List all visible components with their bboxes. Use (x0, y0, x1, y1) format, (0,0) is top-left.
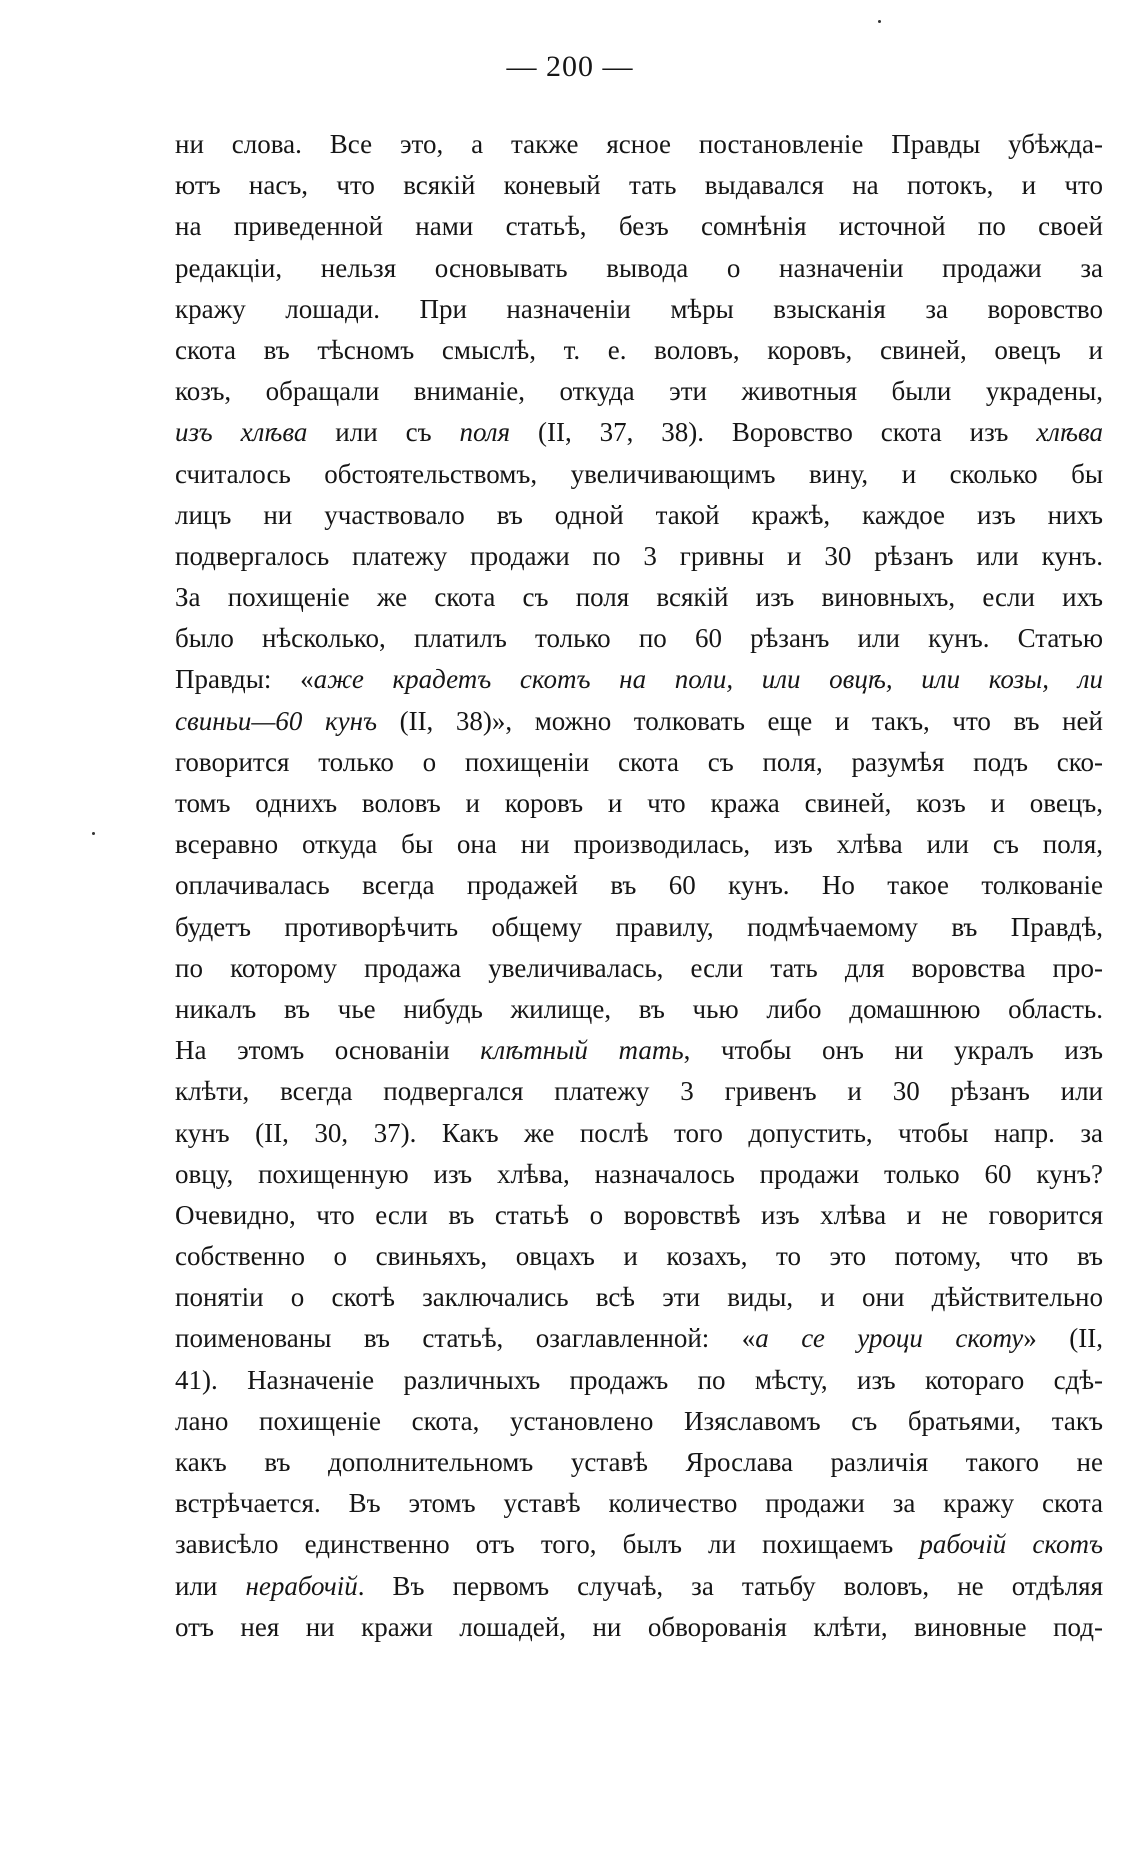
text-run: какъ въ дополнительномъ уставѣ Ярослава различія такого не (175, 1447, 1103, 1477)
text-line (175, 1607, 1103, 1648)
text-run: редакціи, нельзя основывать вывода о назначеніи продажи за (175, 252, 1103, 283)
text-run: понятіи о скотѣ заключались всѣ эти виды, и они дѣйствительно (175, 1282, 1103, 1313)
text-run: встрѣчается. Въ этомъ уставѣ количество продажи за кражу скота (175, 1488, 1103, 1519)
text-line (175, 1524, 1103, 1565)
text-run: Правды: « (175, 664, 314, 695)
text-run: овцу, похищенную изъ хлѣва, назначалось продажи только 60 кунъ? (175, 1158, 1103, 1189)
text-run: никалъ въ чье нибудь жилище, въ чью либо домашнюю область. (175, 993, 1103, 1024)
text-line (175, 289, 1103, 330)
text-line (175, 907, 1103, 948)
text-line (175, 206, 1103, 247)
text-run: кражу лошади. При назначеніи мѣры взысканія за воровство (175, 293, 1103, 324)
text-line (175, 1483, 1103, 1524)
text-line (175, 1154, 1103, 1195)
text-run: » (II, (1023, 1323, 1103, 1354)
text-run: козъ, обращали вниманіе, откуда эти животныя были украдены, (175, 376, 1103, 407)
body-text (175, 124, 1103, 1648)
text-run: 41). Назначеніе различныхъ продажъ по мѣсту, изъ котораго сдѣ- (175, 1364, 1103, 1395)
text-run: или (175, 1570, 246, 1601)
text-line (175, 1277, 1103, 1318)
text-run: (II, 37, 38). Воровство скота изъ (510, 417, 1037, 448)
text-run: (II, 38)», можно толковать еще и такъ, что въ ней (377, 705, 1103, 736)
text-line (175, 1071, 1103, 1112)
text-line (175, 330, 1103, 371)
text-run: будетъ противорѣчить общему правилу, подмѣчаемому въ Правдѣ, (175, 911, 1103, 942)
text-run: . Въ первомъ случаѣ, за татьбу воловъ, не отдѣляя (357, 1570, 1103, 1601)
italic-phrase: свиньи—60 кунъ (175, 705, 377, 736)
text-run: Очевидно, что если въ статьѣ о воровствѣ изъ хлѣва и не говорится (175, 1199, 1103, 1230)
text-run: на приведенной нами статьѣ, безъ сомнѣнія источной по своей (175, 211, 1103, 242)
text-line (175, 618, 1103, 659)
text-run: кунъ (II, 30, 37). Какъ же послѣ того допустить, чтобы напр. за (175, 1117, 1103, 1148)
text-line (175, 124, 1103, 165)
text-line (175, 989, 1103, 1030)
text-line (175, 1401, 1103, 1442)
text-line (175, 948, 1103, 989)
text-run: или съ (307, 417, 460, 448)
text-run: , чтобы онъ ни укралъ изъ (683, 1035, 1103, 1066)
text-line (175, 1442, 1103, 1483)
text-line (175, 495, 1103, 536)
text-line (175, 1030, 1103, 1071)
text-run: ни слова. Все это, а также ясное постановленіе Правды убѣжда- (175, 129, 1103, 159)
italic-phrase: изъ хлѣва (175, 417, 308, 448)
italic-phrase: поля (459, 417, 511, 448)
text-line (175, 1318, 1103, 1359)
text-line (175, 1236, 1103, 1277)
text-run: говорится только о похищеніи скота съ поля, разумѣя подъ ско- (175, 746, 1103, 777)
text-run: зависѣло единственно отъ того, былъ ли похищаемъ (175, 1529, 920, 1560)
text-run: томъ однихъ воловъ и коровъ и что кража свиней, козъ и овецъ, (175, 788, 1103, 818)
text-line (175, 536, 1103, 577)
text-line (175, 865, 1103, 906)
italic-phrase: аже крадетъ скотъ на поли, или овцѣ, или козы, ли (313, 664, 1103, 695)
text-run: скота въ тѣсномъ смыслѣ, т. е. воловъ, коровъ, свиней, овецъ и (175, 334, 1103, 365)
text-run: клѣти, всегда подвергался платежу 3 гривенъ и 30 рѣзанъ или (175, 1076, 1103, 1107)
text-line (175, 412, 1103, 453)
italic-phrase: а се уроци скоту (755, 1323, 1024, 1354)
text-run: всеравно откуда бы она ни производилась, изъ хлѣва или съ поля, (175, 829, 1103, 860)
text-run: За похищеніе же скота съ поля всякій изъ виновныхъ, если ихъ (175, 582, 1103, 613)
text-run: отъ нея ни кражи лошадей, ни обворованія клѣти, виновные под- (175, 1611, 1103, 1642)
text-run: по которому продажа увеличивалась, если тать для воровства про- (175, 952, 1103, 983)
print-speck (92, 832, 95, 835)
text-line (175, 577, 1103, 618)
italic-phrase: нерабочій (245, 1570, 358, 1601)
text-run: ютъ насъ, что всякій коневый тать выдавался на потокъ, и что (175, 170, 1103, 201)
text-line (175, 783, 1103, 824)
text-line (175, 248, 1103, 289)
page-number: — 200 — (506, 50, 634, 83)
text-line (175, 165, 1103, 206)
print-speck (878, 20, 881, 23)
text-run: собственно о свиньяхъ, овцахъ и козахъ, то это потому, что въ (175, 1241, 1103, 1272)
text-line (175, 1113, 1103, 1154)
text-line (175, 742, 1103, 783)
text-run: На этомъ основаніи (175, 1035, 481, 1066)
text-run: поименованы въ статьѣ, озаглавленной: « (175, 1323, 756, 1354)
italic-phrase: хлѣва (1036, 417, 1103, 448)
italic-phrase: клѣтный тать (480, 1035, 684, 1066)
text-run: лицъ ни участвовало въ одной такой кражѣ, каждое изъ нихъ (175, 499, 1103, 530)
text-run: считалось обстоятельствомъ, увеличивающимъ вину, и сколько бы (175, 458, 1103, 489)
text-run: было нѣсколько, платилъ только по 60 рѣзанъ или кунъ. Статью (175, 623, 1103, 654)
text-line (175, 371, 1103, 412)
text-run: лано похищеніе скота, установлено Изяславомъ съ братьями, такъ (175, 1405, 1103, 1436)
text-line (175, 1360, 1103, 1401)
text-line (175, 659, 1103, 700)
text-line (175, 454, 1103, 495)
text-line (175, 701, 1103, 742)
text-run: подвергалось платежу продажи по 3 гривны и 30 рѣзанъ или кунъ. (175, 540, 1103, 571)
text-run: оплачивалась всегда продажей въ 60 кунъ. Но такое толкованіе (175, 870, 1103, 901)
italic-phrase: рабочій скотъ (919, 1529, 1103, 1560)
text-line (175, 1195, 1103, 1236)
text-line (175, 1566, 1103, 1607)
text-line (175, 824, 1103, 865)
